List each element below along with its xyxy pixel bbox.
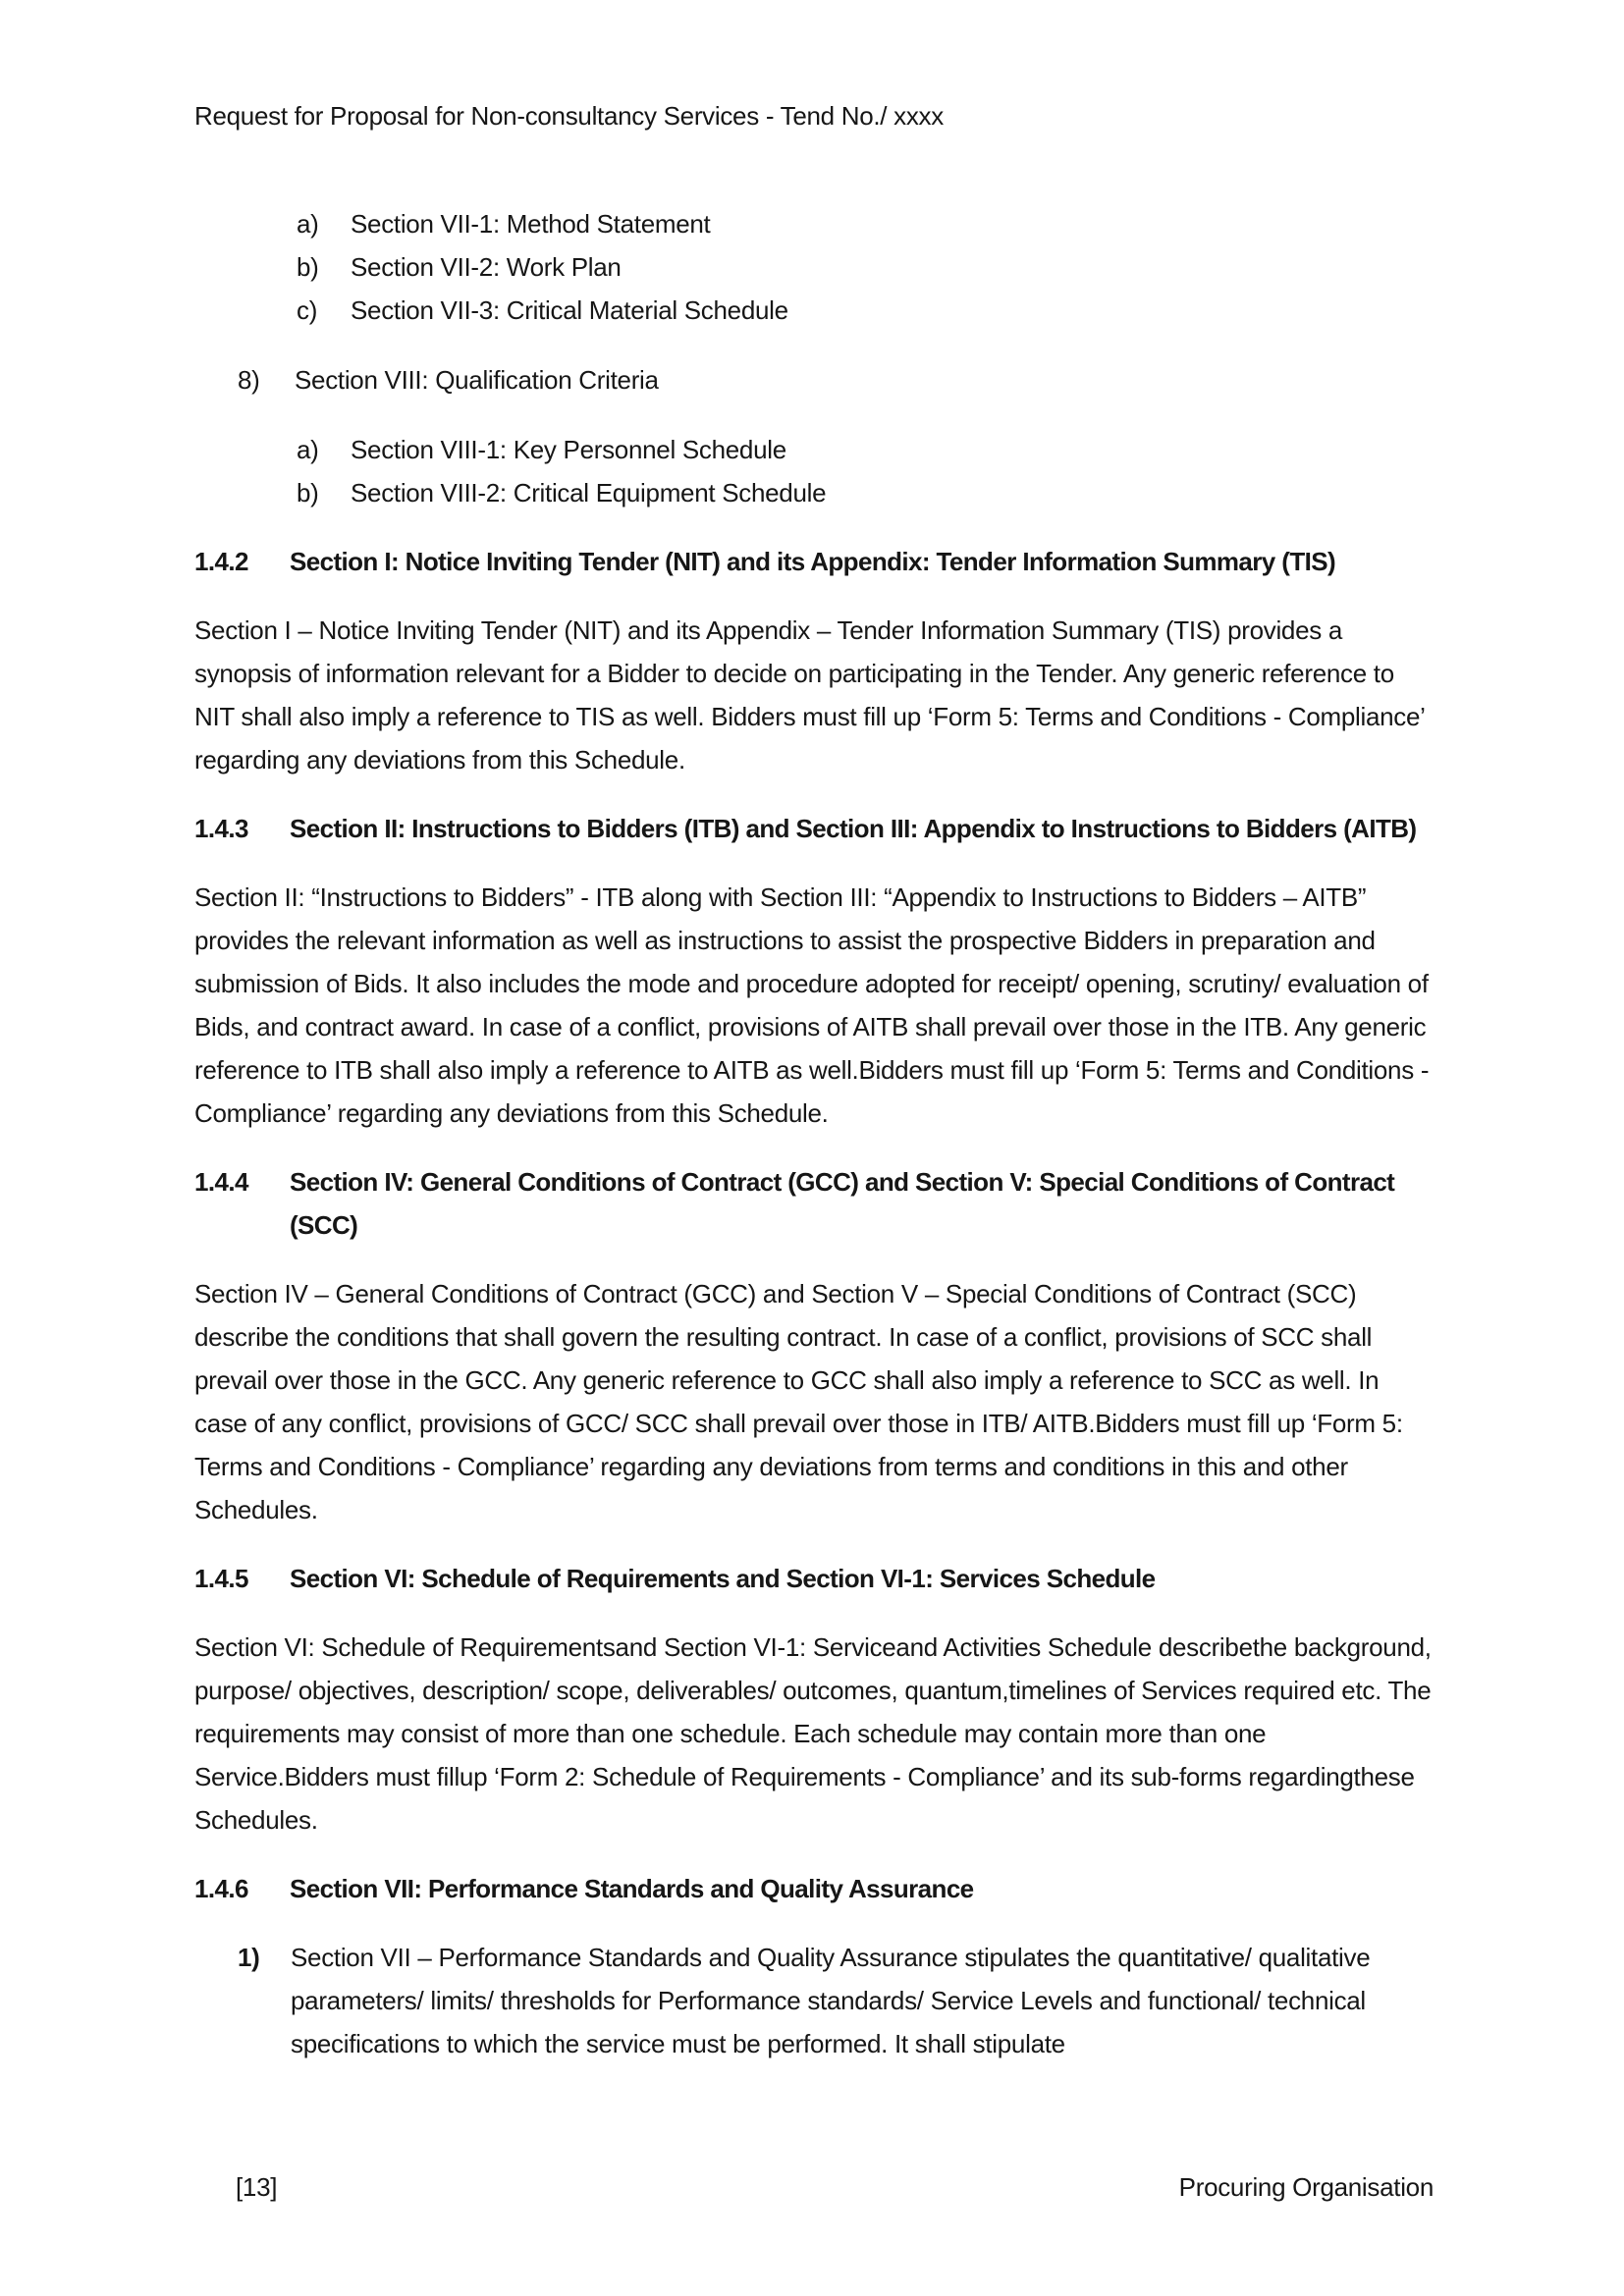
section-1-4-4 — [194, 1160, 1434, 1531]
list-marker: b) — [297, 478, 319, 507]
section-title: Section I: Notice Inviting Tender (NIT) and its Appendix: Tender Information Summary (TIS) — [290, 547, 1336, 576]
numbered-item — [238, 1936, 1434, 2065]
section-paragraph: Section I – Notice Inviting Tender (NIT) and its Appendix – Tender Information Summary (TIS) provides a synopsis of information relevant for a Bidder to decide on participating in the Tender. Any generic reference to NIT shall also imply a reference to TIS as well. Bidders must fill up ‘Form 5: Terms and Conditions - Compliance’ regarding any deviations from this Schedule. — [194, 615, 1425, 774]
section-1-4-2 — [194, 540, 1434, 781]
list-marker: b) — [297, 252, 319, 282]
toc-subitem-label: Section VII-1: Method Statement — [351, 209, 711, 239]
section-1-4-5 — [194, 1557, 1434, 1842]
toc-subitem — [297, 428, 1434, 471]
toc-subitem — [297, 289, 1434, 332]
toc-subitem-label: Section VII-3: Critical Material Schedule — [351, 295, 788, 325]
toc-item-8 — [238, 358, 1434, 401]
toc-item-label: Section VIII: Qualification Criteria — [295, 365, 659, 395]
toc-subitem — [297, 245, 1434, 289]
section-number: 1.4.6 — [194, 1874, 248, 1903]
section-title: Section IV: General Conditions of Contract (GCC) and Section V: Special Conditions of Contract (SCC) — [290, 1167, 1395, 1240]
page-footer — [194, 2165, 1434, 2209]
section-paragraph: Section II: “Instructions to Bidders” - ITB along with Section III: “Appendix to Instructions to Bidders – AITB” provides the relevant information as well as instructions to assist the prospective Bidders in preparation and submission of Bids. It also includes the mode and procedure adopted for receipt/ opening, scrutiny/ evaluation of Bids, and contract award. In case of a conflict, provisions of AITB shall prevail over those in the ITB. Any generic reference to ITB shall also imply a reference to AITB as well.Bidders must fill up ‘Form 5: Terms and Conditions - Compliance’ regarding any deviations from this Schedule. — [194, 882, 1430, 1128]
toc-sublist-section-viii — [194, 428, 1434, 514]
section-heading — [194, 1557, 1434, 1600]
footer-page-number: [13] — [236, 2172, 278, 2202]
section-heading — [194, 1160, 1434, 1247]
section-heading — [194, 807, 1434, 850]
section-heading — [194, 540, 1434, 583]
section-number: 1.4.3 — [194, 814, 248, 843]
list-marker: a) — [297, 435, 319, 464]
section-1-4-3 — [194, 807, 1434, 1135]
footer-org-text: Procuring Organisation — [1178, 2172, 1434, 2202]
toc-sublist-section-vii — [194, 202, 1434, 332]
section-heading — [194, 1867, 1434, 1910]
section-number: 1.4.5 — [194, 1564, 248, 1593]
section-paragraph: Section VI: Schedule of Requirementsand Section VI-1: Serviceand Activities Schedule describethe background, purpose/ objectives, description/ scope, deliverables/ outcomes, quantum,timelines of Services required etc. The requirements may consist of more than one schedule. Each schedule may contain more than one Service.Bidders must fillup ‘Form 2: Schedule of Requirements - Compliance’ and its sub-forms regardingthese Schedules. — [194, 1632, 1432, 1835]
toc-subitem — [297, 471, 1434, 514]
list-marker: c) — [297, 295, 318, 325]
section-title: Section VI: Schedule of Requirements and Section VI-1: Services Schedule — [290, 1564, 1156, 1593]
toc-subitem-label: Section VIII-1: Key Personnel Schedule — [351, 435, 786, 464]
section-number: 1.4.2 — [194, 547, 248, 576]
list-marker: 1) — [238, 1943, 260, 1972]
numbered-item-text: Section VII – Performance Standards and Quality Assurance stipulates the quantitative/ qualitative parameters/ limits/ thresholds for Performance standards/ Service Levels and functional/ technical specifications to which the service must be performed. It shall stipulate — [291, 1943, 1371, 2058]
section-1-4-6 — [194, 1867, 1434, 2065]
toc-subitem-label: Section VII-2: Work Plan — [351, 252, 622, 282]
section-paragraph: Section IV – General Conditions of Contract (GCC) and Section V – Special Conditions of Contract (SCC) describe the conditions that shall govern the resulting contract. In case of a conflict, provisions of SCC shall prevail over those in the GCC. Any generic reference to GCC shall also imply a reference to SCC as well. In case of any conflict, provisions of GCC/ SCC shall prevail over those in ITB/ AITB.Bidders must fill up ‘Form 5: Terms and Conditions - Compliance’ regarding any deviations from terms and conditions in this and other Schedules. — [194, 1279, 1403, 1524]
toc-subitem — [297, 202, 1434, 245]
section-title: Section II: Instructions to Bidders (ITB) and Section III: Appendix to Instructions to Bidders (AITB) — [290, 814, 1417, 843]
list-marker: 8) — [238, 365, 260, 395]
page-header-title: Request for Proposal for Non-consultancy Services - Tend No./ xxxx — [194, 101, 944, 131]
section-title: Section VII: Performance Standards and Quality Assurance — [290, 1874, 974, 1903]
list-marker: a) — [297, 209, 319, 239]
section-number: 1.4.4 — [194, 1167, 248, 1197]
toc-subitem-label: Section VIII-2: Critical Equipment Schedule — [351, 478, 827, 507]
